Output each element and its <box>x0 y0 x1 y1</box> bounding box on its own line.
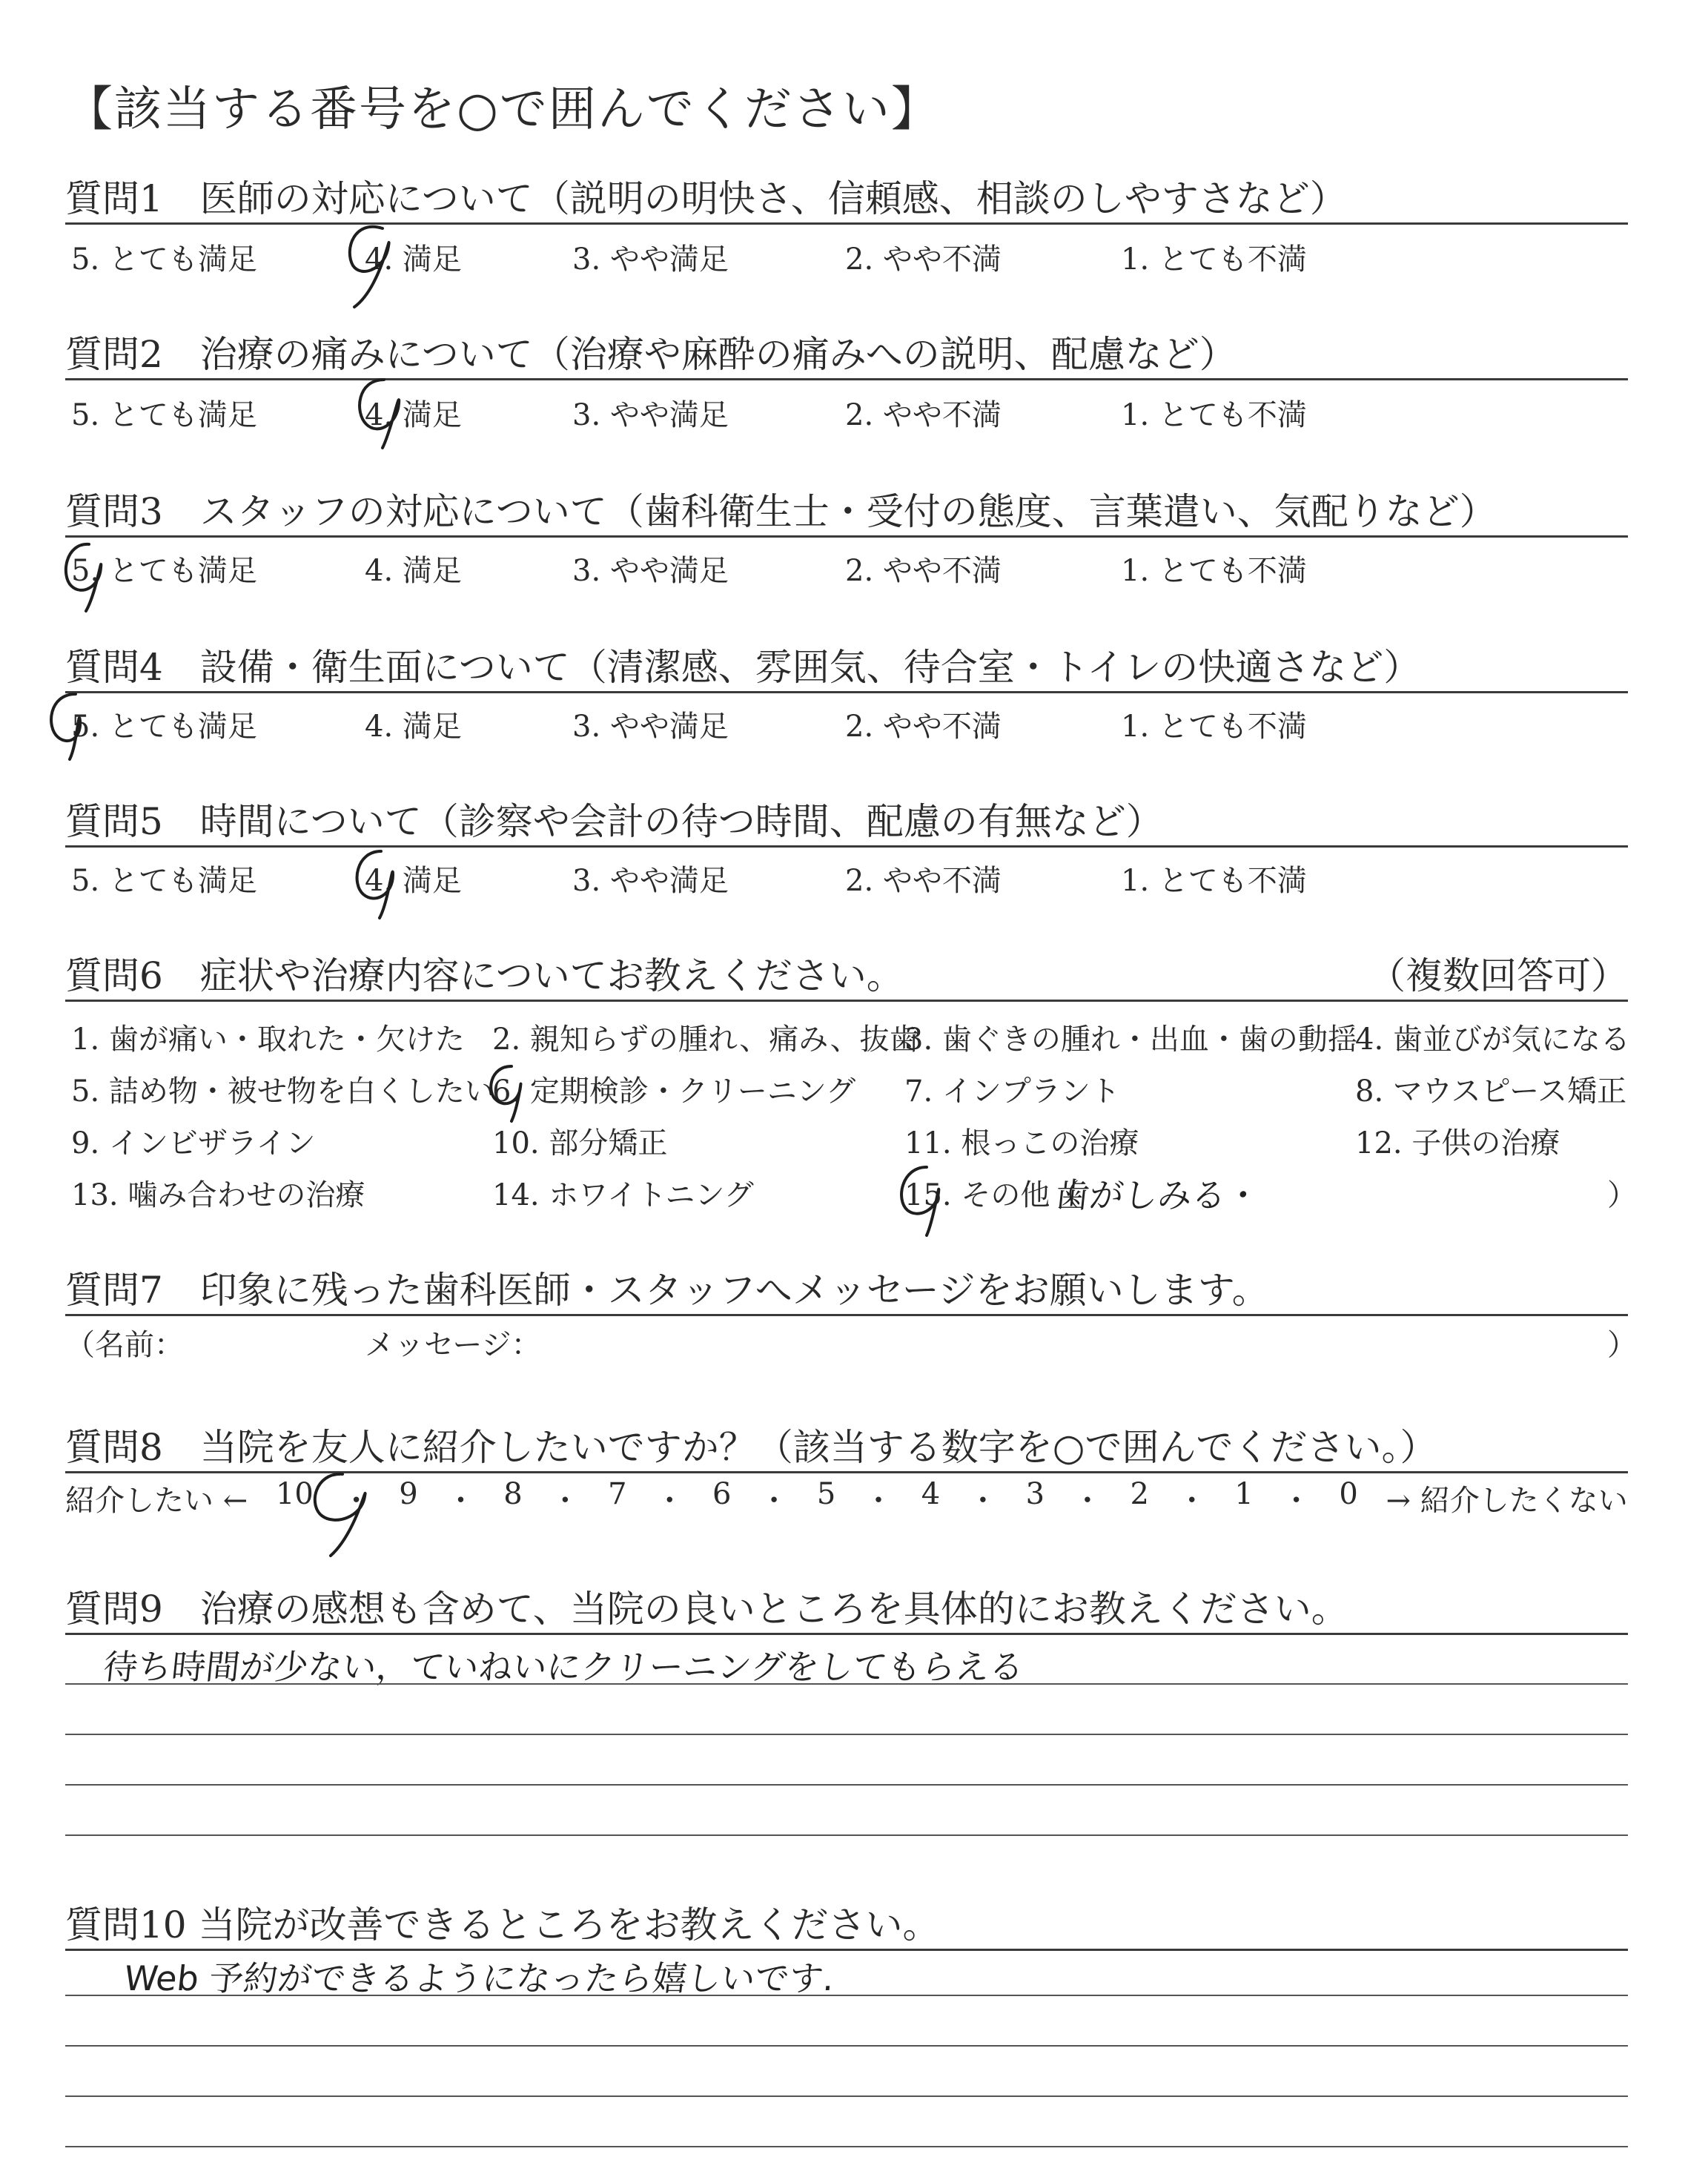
q8-dot: ・ <box>550 1484 580 1518</box>
q8-value-6[interactable]: 6 <box>712 1477 732 1511</box>
q6-other-answer: 歯がしみる・ <box>1053 1175 1262 1215</box>
q8-value-7[interactable]: 7 <box>608 1477 627 1511</box>
q8-dot: ・ <box>655 1484 685 1518</box>
answer-line <box>65 1683 1628 1685</box>
question-7: 質問7 印象に残った歯科医師・スタッフへメッセージをお願いします。 <box>65 1269 1269 1312</box>
q4-option-5[interactable]: 5. とても満足 <box>71 710 257 744</box>
q5-option-1[interactable]: 1. とても不満 <box>1121 864 1307 898</box>
q6-option-8[interactable]: 8. マウスピース矯正 <box>1355 1074 1627 1109</box>
q2-option-3[interactable]: 3. やや満足 <box>572 398 729 432</box>
q8-right-label: → 紹介したくない <box>1386 1484 1628 1518</box>
q6-option-3[interactable]: 3. 歯ぐきの腫れ・出血・歯の動揺 <box>904 1023 1357 1057</box>
q6-option-5[interactable]: 5. 詰め物・被せ物を白くしたい <box>71 1074 494 1109</box>
q8-value-10[interactable]: 10 <box>275 1477 314 1511</box>
q8-dot: ・ <box>1072 1484 1102 1518</box>
q8-dot: ・ <box>341 1484 371 1518</box>
q3-option-5[interactable]: 5. とても満足 <box>71 554 257 588</box>
q3-option-3[interactable]: 3. やや満足 <box>572 554 729 588</box>
q5-option-3[interactable]: 3. やや満足 <box>572 864 729 898</box>
q6-option-1[interactable]: 1. 歯が痛い・取れた・欠けた <box>71 1023 465 1057</box>
q8-dot: ・ <box>759 1484 790 1518</box>
question-1: 質問1 医師の対応について（説明の明快さ、信頼感、相談のしやすさなど） <box>65 177 1347 220</box>
q4-option-2[interactable]: 2. やや不満 <box>845 710 1002 744</box>
q2-option-5[interactable]: 5. とても満足 <box>71 398 257 432</box>
q8-dot: ・ <box>1176 1484 1207 1518</box>
q6-option-9[interactable]: 9. インビザライン <box>71 1126 316 1160</box>
question-2: 質問2 治療の痛みについて（治療や麻酔の痛みへの説明、配慮など） <box>65 333 1237 376</box>
rule <box>65 1633 1628 1635</box>
q6-option-6-circle-mark <box>482 1060 541 1127</box>
multiple-answers-note: （複数回答可） <box>1368 954 1628 997</box>
rule <box>65 222 1628 225</box>
question-5: 質問5 時間について（診察や会計の待つ時間、配慮の有無など） <box>65 800 1163 843</box>
q7-message-label: メッセージ： <box>365 1328 541 1362</box>
q7-close: ） <box>1607 1328 1637 1362</box>
answer-line <box>65 2146 1628 2147</box>
q8-scale <box>65 1477 1628 1519</box>
question-6: 質問6 症状や治療内容についてお教えください。 <box>65 954 904 997</box>
question-9: 質問9 治療の感想も含めて、当院の良いところを具体的にお教えください。 <box>65 1588 1348 1631</box>
q2-circle-mark <box>353 371 420 452</box>
q3-option-4[interactable]: 4. 満足 <box>365 554 462 588</box>
q8-value-4[interactable]: 4 <box>921 1477 941 1511</box>
q6-option-4[interactable]: 4. 歯並びが気になる <box>1355 1023 1630 1057</box>
answer-line <box>65 2095 1628 2097</box>
q6-option-6[interactable]: 6. 定期検診・クリーニング <box>492 1074 856 1109</box>
q6-option-10[interactable]: 10. 部分矯正 <box>492 1126 668 1160</box>
q6-option-7[interactable]: 7. インプラント <box>904 1074 1120 1109</box>
q6-option-15[interactable]: 15. その他（ <box>904 1178 1080 1212</box>
q3-circle-mark <box>59 538 119 620</box>
q1-option-1[interactable]: 1. とても不満 <box>1121 242 1307 277</box>
q8-dot: ・ <box>864 1484 894 1518</box>
q8-value-0[interactable]: 0 <box>1339 1477 1358 1511</box>
q6-option-12[interactable]: 12. 子供の治療 <box>1355 1126 1560 1160</box>
answer-line <box>65 2045 1628 2047</box>
form-title: 【該当する番号を○で囲んでください】 <box>65 82 940 137</box>
answer-line <box>65 1995 1628 1996</box>
q4-option-3[interactable]: 3. やや満足 <box>572 710 729 744</box>
q6-option-11[interactable]: 11. 根っこの治療 <box>904 1126 1139 1160</box>
q5-circle-mark <box>348 844 415 925</box>
q8-value-1[interactable]: 1 <box>1234 1477 1254 1511</box>
q4-circle-mark <box>43 687 102 768</box>
q4-option-4[interactable]: 4. 満足 <box>365 710 462 744</box>
q2-option-1[interactable]: 1. とても不満 <box>1121 398 1307 432</box>
question-4: 質問4 設備・衛生面について（清潔感、雰囲気、待合室・トイレの快適さなど） <box>65 646 1421 689</box>
q3-option-2[interactable]: 2. やや不満 <box>845 554 1002 588</box>
q6-option-14[interactable]: 14. ホワイトニング <box>492 1178 754 1212</box>
q6-option-2[interactable]: 2. 親知らずの腫れ、痛み、抜歯 <box>492 1023 919 1057</box>
answer-line <box>65 1784 1628 1786</box>
q6-option-other-close: ） <box>1607 1178 1637 1212</box>
question-3: 質問3 スタッフの対応について（歯科衛生士・受付の態度、言葉遣い、気配りなど） <box>65 490 1497 533</box>
q3-option-1[interactable]: 1. とても不満 <box>1121 554 1307 588</box>
q8-value-2[interactable]: 2 <box>1130 1477 1149 1511</box>
rule <box>65 1949 1628 1951</box>
q6-option-13[interactable]: 13. 噛み合わせの治療 <box>71 1178 365 1212</box>
q8-value-9[interactable]: 9 <box>399 1477 418 1511</box>
q2-option-4[interactable]: 4. 満足 <box>365 398 462 432</box>
q8-value-5[interactable]: 5 <box>816 1477 836 1511</box>
q8-circle-mark <box>304 1467 385 1563</box>
rule <box>65 1471 1628 1473</box>
q10-answer: Web 予約ができるようになったら嬉しいです. <box>122 1958 837 1998</box>
answer-line <box>65 1834 1628 1836</box>
q5-option-2[interactable]: 2. やや不満 <box>845 864 1002 898</box>
q2-option-2[interactable]: 2. やや不満 <box>845 398 1002 432</box>
rule <box>65 535 1628 538</box>
q8-dot: ・ <box>446 1484 476 1518</box>
q6-option-15-circle-mark <box>893 1161 959 1243</box>
q1-circle-mark <box>340 219 406 316</box>
q1-option-4[interactable]: 4. 満足 <box>365 242 462 277</box>
rule <box>65 691 1628 693</box>
q7-name-label: （名前： <box>65 1328 184 1362</box>
q1-option-2[interactable]: 2. やや不満 <box>845 242 1002 277</box>
rule <box>65 1000 1628 1002</box>
rule <box>65 1314 1628 1316</box>
q4-option-1[interactable]: 1. とても不満 <box>1121 710 1307 744</box>
rule <box>65 845 1628 848</box>
rule <box>65 378 1628 380</box>
q1-option-5[interactable]: 5. とても満足 <box>71 242 257 277</box>
q5-option-5[interactable]: 5. とても満足 <box>71 864 257 898</box>
q5-option-4[interactable]: 4. 満足 <box>365 864 462 898</box>
answer-line <box>65 1734 1628 1735</box>
q1-option-3[interactable]: 3. やや満足 <box>572 242 729 277</box>
q8-dot: ・ <box>1281 1484 1311 1518</box>
question-10: 質問10 当院が改善できるところをお教えください。 <box>65 1903 940 1946</box>
question-8: 質問8 当院を友人に紹介したいですか？（該当する数字を○で囲んでください。） <box>65 1426 1437 1469</box>
q8-value-3[interactable]: 3 <box>1025 1477 1045 1511</box>
q8-dot: ・ <box>967 1484 998 1518</box>
q9-answer: 待ち時間が少ない，ていねいにクリーニングをしてもらえる <box>101 1647 1026 1687</box>
q8-left-label: 紹介したい ← <box>65 1484 248 1518</box>
q8-value-8[interactable]: 8 <box>503 1477 523 1511</box>
